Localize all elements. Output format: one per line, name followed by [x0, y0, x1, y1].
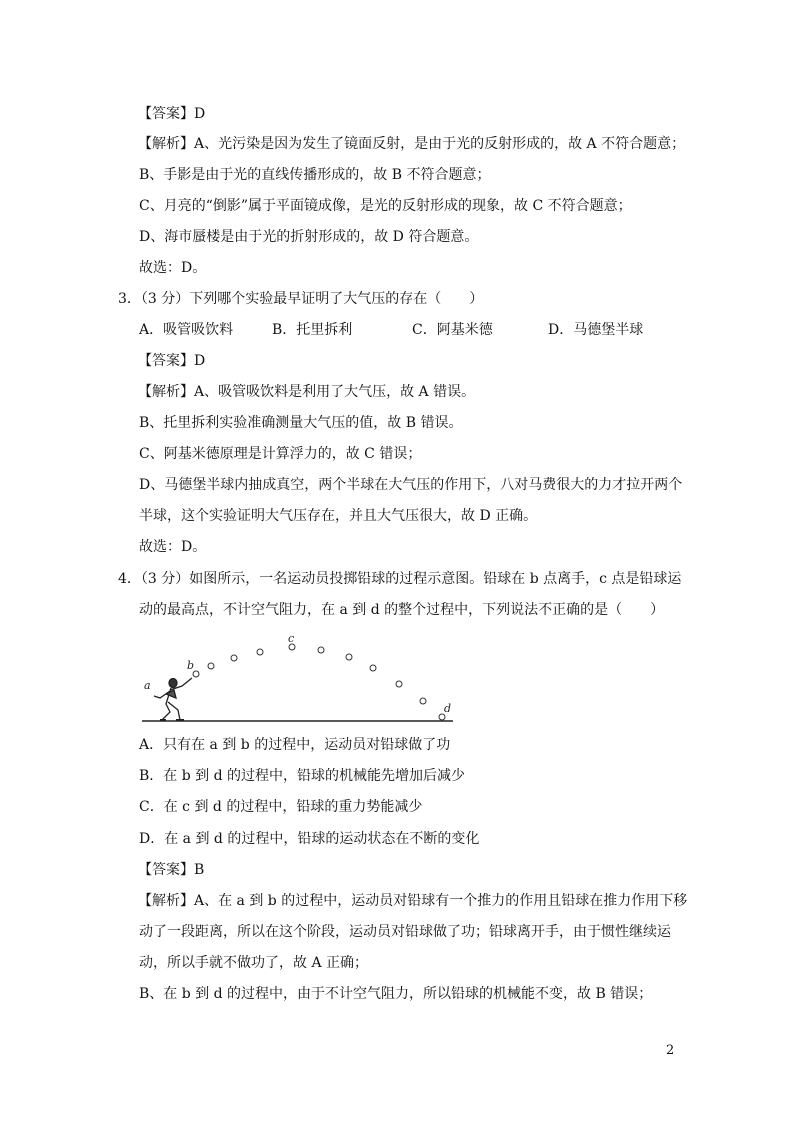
q2-analysis-line-1: 【解析】A、光污染是因为发生了镜面反射，是由于光的反射形成的，故 A 不符合题意；	[138, 136, 686, 152]
trajectory-balls	[193, 644, 445, 720]
ball-4	[257, 649, 263, 655]
q4-analysis-line-1: 【解析】A、在 a 到 b 的过程中，运动员对铅球有一个推力的作用且铅球在推力作用下移	[138, 893, 688, 909]
point-c-label: c	[288, 632, 295, 645]
point-d-label: d	[444, 702, 452, 715]
q2-analysis-line-4: D、海市蜃楼是由于光的折射形成的，故 D 符合题意。	[139, 229, 479, 245]
q3-option-a: A．吸管吸饮料	[139, 322, 234, 338]
q4-analysis-line-2: 动了一段距离，所以在这个阶段，运动员对铅球做了功；铅球离开手，由于惯性继续运	[139, 924, 671, 940]
ball-9	[396, 681, 402, 687]
point-b-label: b	[187, 659, 195, 672]
q2-conclusion: 故选：D。	[139, 260, 207, 276]
q4-option-a: A．只有在 a 到 b 的过程中，运动员对铅球做了功	[139, 737, 451, 753]
page-number: 2	[666, 1043, 675, 1058]
q4-stem-line-1: 4．（3 分）如图所示，一名运动员投掷铅球的过程示意图。铅球在 b 点离手，c 点是铅球运	[118, 571, 682, 587]
q4-option-b: B．在 b 到 d 的过程中，铅球的机械能先增加后减少	[139, 768, 466, 784]
q3-answer: 【答案】D	[138, 353, 206, 369]
ball-10	[420, 698, 426, 704]
q3-option-c: C．阿基米德	[412, 322, 493, 338]
q3-analysis-line-2: B、托里拆利实验准确测量大气压的值，故 B 错误。	[139, 415, 463, 431]
q3-option-b: B．托里拆利	[272, 322, 353, 338]
q2-analysis-line-3: C、月亮的“倒影”属于平面镜成像，是光的反射形成的现象，故 C 不符合题意；	[139, 198, 632, 214]
q4-option-d: D．在 a 到 d 的过程中，铅球的运动状态在不断的变化	[139, 831, 480, 847]
ball-7	[346, 654, 352, 660]
q3-stem: 3．（3 分）下列哪个实验最早证明了大气压的存在（ ）	[118, 291, 484, 307]
q3-analysis-line-4: D、马德堡半球内抽成真空，两个半球在大气压的作用下，八对马费很大的力才拉开两个	[139, 477, 683, 493]
q4-analysis-line-4: B、在 b 到 d 的过程中，由于不计空气阻力，所以铅球的机械能不变，故 B 错误；	[139, 986, 653, 1002]
q4-stem-line-2: 动的最高点，不计空气阻力，在 a 到 d 的整个过程中，下列说法不正确的是（ ）	[139, 602, 665, 618]
ball-2	[208, 663, 214, 669]
q3-analysis-line-3: C、阿基米德原理是计算浮力的，故 C 错误；	[139, 446, 422, 462]
ball-8	[370, 665, 376, 671]
shot-put-diagram	[140, 628, 460, 730]
ball-6	[318, 647, 324, 653]
ball-d	[439, 714, 445, 720]
q2-analysis-line-2: B、手影是由于光的直线传播形成的，故 B 不符合题意；	[139, 167, 491, 183]
q3-analysis-line-1: 【解析】A、吸管吸饮料是利用了大气压，故 A 错误。	[138, 384, 476, 400]
ball-b	[193, 671, 199, 677]
q3-conclusion: 故选：D。	[139, 539, 207, 555]
point-a-label: a	[144, 679, 151, 692]
q4-option-c: C．在 c 到 d 的过程中，铅球的重力势能减少	[139, 799, 423, 815]
athlete-figure	[154, 678, 192, 720]
q4-analysis-line-3: 动，所以手就不做功了，故 A 正确；	[139, 955, 369, 971]
q4-answer: 【答案】B	[138, 862, 205, 878]
q2-answer: 【答案】D	[138, 106, 206, 122]
q3-analysis-line-5: 半球，这个实验证明大气压存在，并且大气压很大，故 D 正确。	[139, 508, 538, 524]
q3-option-d: D．马德堡半球	[548, 322, 644, 338]
ball-3	[231, 655, 237, 661]
